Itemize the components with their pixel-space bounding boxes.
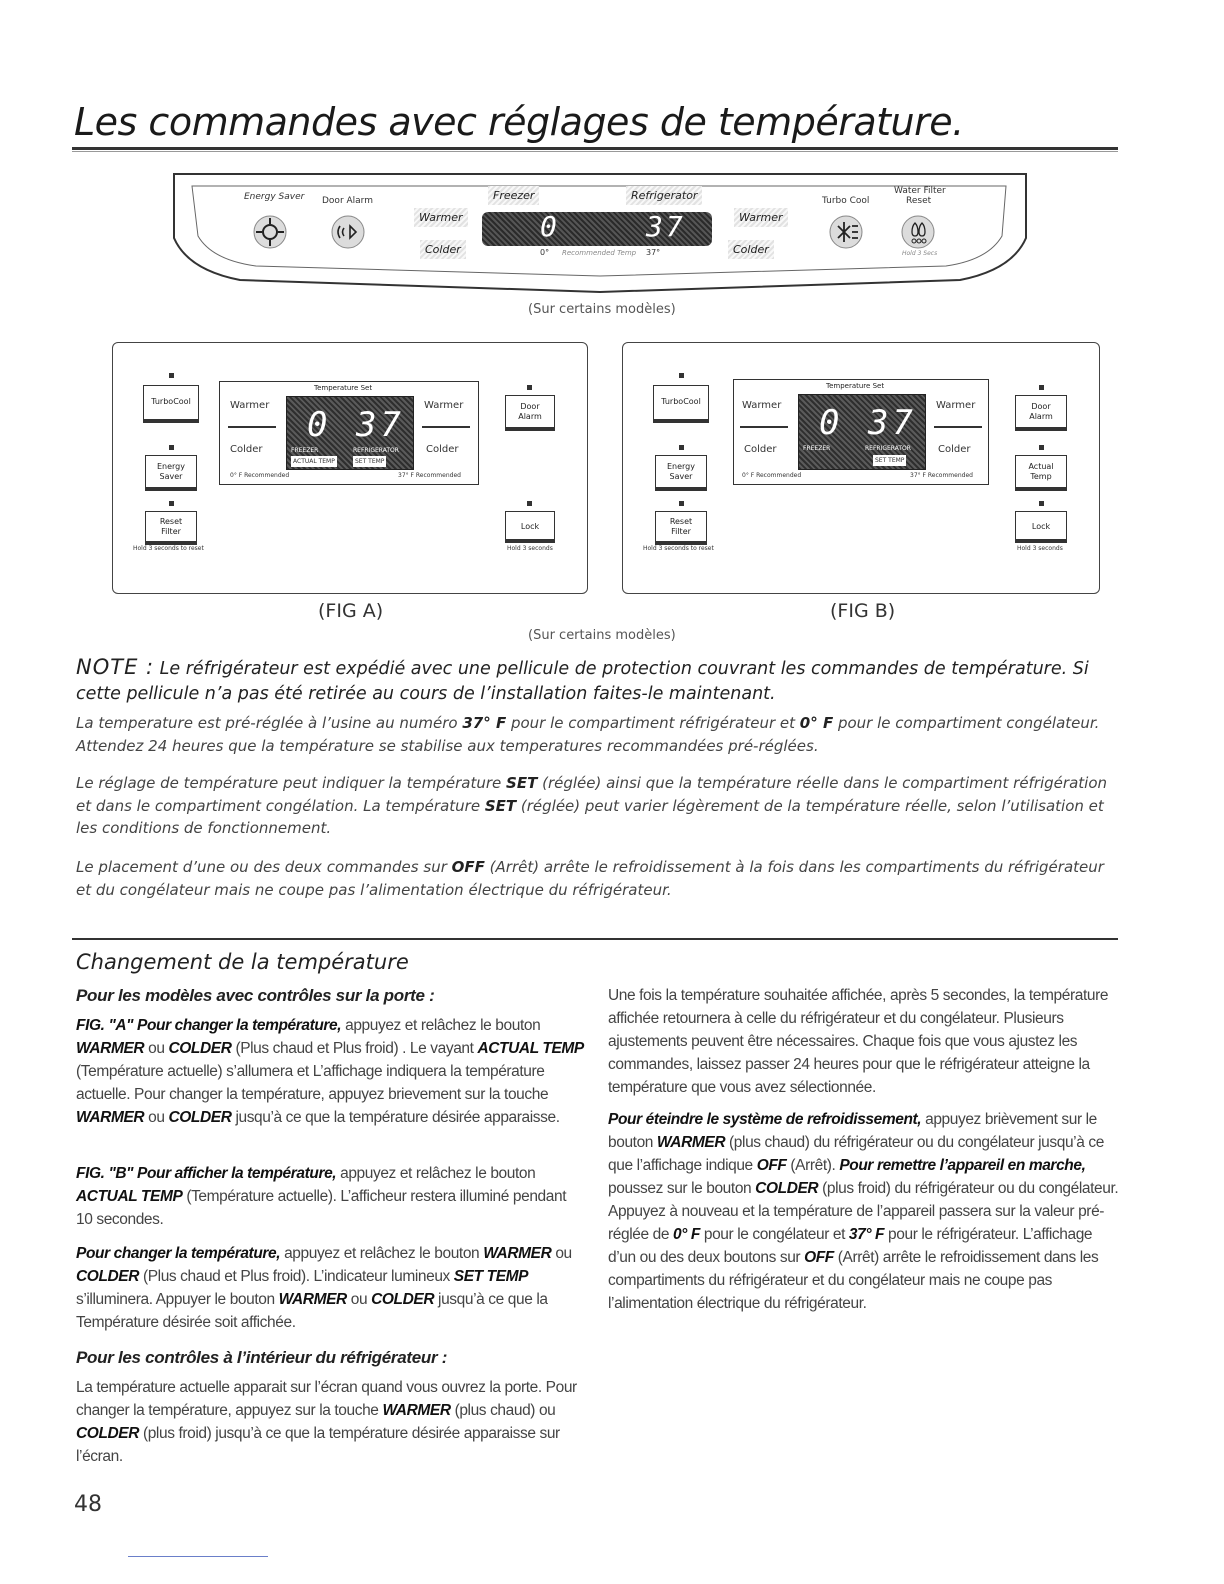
energy-saver-icon[interactable] bbox=[252, 214, 288, 250]
set-temp-tag: SET TEMP bbox=[355, 458, 385, 465]
emphasis: Pour remettre l’appareil en marche, bbox=[839, 1157, 1086, 1174]
indicator-dot bbox=[679, 501, 684, 506]
emphasis: COLDER bbox=[168, 1109, 232, 1126]
energy-saver-label-2: Saver bbox=[669, 472, 693, 481]
hold-label: Hold 3 Secs bbox=[902, 250, 938, 257]
energy-saver-label-1: Energy bbox=[156, 462, 185, 471]
text: (Arrêt) arrête le refroidissement à la fois dans les compartiments du réfrigérateur et du congélateur mais ne coupe pas l’alimentation électrique du réfrigérateur. bbox=[76, 858, 1104, 899]
title-rule-thin bbox=[72, 151, 1118, 152]
turbocool-button[interactable] bbox=[653, 385, 709, 423]
set-temp-tag: SET TEMP bbox=[875, 457, 905, 464]
fig-a-label: (FIG A) bbox=[318, 600, 384, 622]
colder-right-label[interactable]: Colder bbox=[426, 444, 459, 455]
indicator-dot bbox=[169, 373, 174, 378]
emphasis: ACTUAL TEMP bbox=[76, 1188, 183, 1205]
warmer-right-label[interactable]: Warmer bbox=[936, 400, 976, 411]
text: (réglée) peut varier légèrement de la température réelle, selon l’utilisation et les conditions de fonctionnement. bbox=[76, 796, 1104, 837]
indicator-dot bbox=[679, 445, 684, 450]
indicator-dot bbox=[1039, 385, 1044, 390]
emphasis: ACTUAL TEMP bbox=[477, 1040, 584, 1057]
hold-reset-note: Hold 3 seconds to reset bbox=[643, 545, 714, 552]
text: (plus chaud) du réfrigérateur ou du congélateur jusqu’à ce que l’affichage indique bbox=[608, 1134, 1104, 1174]
right-column-paragraph-2 bbox=[608, 1108, 1120, 1315]
text: jusqu’à ce que la température désirée apparaisse. bbox=[231, 1109, 560, 1126]
divider bbox=[934, 426, 982, 428]
emphasis: FIG. "A" Pour changer la température, bbox=[76, 1017, 342, 1034]
text: appuyez et relâchez le bouton bbox=[341, 1017, 541, 1034]
door-alarm-label-1: Door bbox=[520, 402, 540, 411]
actual-temp-label-2: Temp bbox=[1030, 472, 1052, 481]
temperature-set-label: Temperature Set bbox=[314, 384, 373, 392]
refrigerator-tag: REFRIGERATOR bbox=[353, 447, 399, 454]
off-paragraph bbox=[76, 856, 1116, 901]
energy-saver-label-1: Energy bbox=[666, 462, 695, 471]
divider bbox=[228, 426, 276, 428]
door-alarm-label-1: Door bbox=[1031, 402, 1051, 411]
emphasis: COLDER bbox=[755, 1180, 819, 1197]
top-control-panel bbox=[170, 168, 1032, 296]
text: appuyez et relâchez le bouton bbox=[336, 1165, 536, 1182]
text: (Plus chaud et Plus froid) . Le vayant bbox=[231, 1040, 478, 1057]
hold-lock-note: Hold 3 seconds bbox=[1017, 545, 1063, 552]
door-alarm-button[interactable] bbox=[1015, 395, 1067, 431]
freezer-tag: FREEZER bbox=[803, 445, 831, 452]
subheading-door-controls: Pour les modèles avec contrôles sur la porte : bbox=[76, 986, 435, 1005]
text: pour le compartiment réfrigérateur et bbox=[506, 714, 800, 732]
emphasis: SET bbox=[484, 796, 517, 815]
hold-reset-note: Hold 3 seconds to reset bbox=[133, 545, 204, 552]
emphasis: 0° F bbox=[672, 1226, 700, 1243]
water-filter-icon[interactable] bbox=[900, 214, 936, 250]
text: pour le compartiment congélateur. Attendez 24 heures que la température se stabilise aux temperatures recommandées pré-réglées. bbox=[76, 714, 1100, 755]
caption-figs: (Sur certains modèles) bbox=[528, 628, 676, 643]
indicator-dot bbox=[679, 373, 684, 378]
indicator-dot bbox=[1039, 501, 1044, 506]
reset-filter-button[interactable] bbox=[655, 511, 707, 545]
temperature-set-box bbox=[733, 379, 989, 485]
freezer-digits: 0 bbox=[540, 210, 557, 243]
turbo-cool-label: Turbo Cool bbox=[822, 196, 870, 206]
hold-lock-note: Hold 3 seconds bbox=[507, 545, 553, 552]
text: (plus froid) du réfrigérateur ou du congélateur. Appuyez à nouveau et la température de l’appareil passera sur la valeur pré-réglée de bbox=[608, 1180, 1119, 1243]
door-alarm-label-2: Alarm bbox=[518, 412, 542, 421]
door-alarm-icon[interactable] bbox=[330, 214, 366, 250]
fridge-digits: 37 bbox=[646, 210, 686, 243]
divider bbox=[740, 426, 788, 428]
footer-line bbox=[128, 1556, 268, 1557]
colder-left-zone[interactable]: Colder bbox=[420, 240, 466, 259]
lcd-digits: 0 37 bbox=[307, 405, 405, 445]
text: appuyez et relâchez le bouton bbox=[280, 1245, 484, 1262]
fig-b-instructions bbox=[76, 1162, 584, 1231]
text: (réglée) ainsi que la température réelle dans le compartiment réfrigération et dans le compartiment congélation. La température bbox=[76, 774, 1107, 815]
turbo-cool-icon[interactable] bbox=[828, 214, 864, 250]
note-lead: NOTE : bbox=[76, 655, 155, 679]
text: ou bbox=[144, 1040, 169, 1057]
lock-button[interactable] bbox=[1015, 511, 1067, 543]
title-rule bbox=[72, 147, 1118, 150]
emphasis: WARMER bbox=[483, 1245, 552, 1262]
text: Le réglage de température peut indiquer la température bbox=[76, 774, 507, 792]
rec-right-note: 37° F Recommended bbox=[398, 472, 461, 479]
rec-temp-label: Recommended Temp bbox=[562, 249, 637, 257]
lock-button[interactable] bbox=[505, 511, 555, 543]
text: jusqu’à ce que la Température désirée soit affichée. bbox=[76, 1291, 548, 1331]
door-alarm-label-2: Alarm bbox=[1029, 412, 1053, 421]
emphasis: Pour changer la température, bbox=[76, 1245, 281, 1262]
note-paragraph bbox=[76, 655, 1116, 707]
refrigerator-tag: REFRIGERATOR bbox=[865, 445, 911, 452]
emphasis: OFF bbox=[756, 1157, 787, 1174]
door-alarm-button[interactable] bbox=[505, 395, 555, 431]
emphasis: WARMER bbox=[656, 1134, 726, 1151]
emphasis: COLDER bbox=[168, 1040, 232, 1057]
actual-temp-label-1: Actual bbox=[1028, 462, 1054, 471]
change-temperature-instructions bbox=[76, 1242, 584, 1334]
set-temperature-paragraph bbox=[76, 772, 1116, 840]
colder-right-label[interactable]: Colder bbox=[938, 444, 971, 455]
text: (Arrêt). bbox=[786, 1157, 840, 1174]
note-text: Le réfrigérateur est expédié avec une pellicule de protection couvrant les commandes de température. Si cette pellicule n’a pas été retirée au cours de l’installation faites-le maintenant. bbox=[76, 659, 1089, 704]
emphasis: OFF bbox=[451, 858, 485, 876]
subheading-inside-controls: Pour les contrôles à l’intérieur du réfrigérateur : bbox=[76, 1348, 448, 1367]
emphasis: WARMER bbox=[278, 1291, 347, 1308]
section-rule bbox=[72, 938, 1118, 940]
refrigerator-zone: Refrigerator bbox=[626, 186, 702, 205]
fridge-rec-label: 37° bbox=[646, 248, 661, 257]
warmer-left-label[interactable]: Warmer bbox=[230, 400, 270, 411]
text: (Arrêt) arrête le refroidissement dans les compartiments du réfrigérateur et du congélateur mais ne coupe pas l’alimentation électrique du réfrigérateur. bbox=[608, 1249, 1099, 1312]
rec-left-note: 0° F Recommended bbox=[742, 472, 802, 479]
reset-filter-label-1: Reset bbox=[669, 517, 693, 526]
reset-filter-label-1: Reset bbox=[159, 517, 183, 526]
actual-temp-tag: ACTUAL TEMP bbox=[293, 458, 335, 465]
text: pour le réfrigérateur. L’affichage d’un ou des deux boutons sur bbox=[608, 1226, 1093, 1266]
reset-filter-label-2: Filter bbox=[671, 527, 691, 536]
text: (Plus chaud et Plus froid). L’indicateur lumineux bbox=[139, 1268, 454, 1285]
freezer-rec-label: 0° bbox=[540, 248, 550, 257]
indicator-dot bbox=[527, 501, 532, 506]
inside-controls-instructions bbox=[76, 1376, 584, 1468]
colder-left-label[interactable]: Colder bbox=[230, 444, 263, 455]
page-title: Les commandes avec réglages de température. bbox=[74, 100, 964, 144]
energy-saver-button[interactable] bbox=[145, 455, 197, 491]
warmer-right-label[interactable]: Warmer bbox=[424, 400, 464, 411]
fig-b-label: (FIG B) bbox=[830, 600, 896, 622]
text: (plus chaud) ou bbox=[450, 1402, 556, 1419]
emphasis: FIG. "B" Pour afficher la température, bbox=[76, 1165, 337, 1182]
temperature-set-label: Temperature Set bbox=[826, 382, 885, 390]
warmer-left-zone[interactable]: Warmer bbox=[414, 208, 468, 227]
fig-b-panel bbox=[622, 342, 1100, 594]
text: pour le congélateur et bbox=[699, 1226, 849, 1243]
right-column-paragraph-1: Une fois la température souhaitée affichée, après 5 secondes, la température affichée retournera à celle du réfrigérateur et du congélateur. Plusieurs ajustements peuvent être nécessaires. Chaque fois que vous ajustez les commandes, laissez passer 24 heures pour que le réfrigérateur atteigne la température que vous avez sélectionnée. bbox=[608, 987, 1109, 1096]
divider bbox=[422, 426, 470, 428]
energy-saver-label-2: Saver bbox=[159, 472, 183, 481]
emphasis: COLDER bbox=[371, 1291, 435, 1308]
colder-left-label[interactable]: Colder bbox=[744, 444, 777, 455]
rec-left-note: 0° F Recommended bbox=[230, 472, 290, 479]
text: appuyez brièvement sur le bouton bbox=[608, 1111, 1097, 1151]
page-number: 48 bbox=[74, 1492, 102, 1517]
door-alarm-label: Door Alarm bbox=[322, 196, 373, 206]
preset-paragraph bbox=[76, 712, 1116, 757]
text: ou bbox=[551, 1245, 572, 1262]
text: La temperature est pré-réglée à l’usine au numéro bbox=[76, 714, 463, 732]
freezer-zone: Freezer bbox=[488, 186, 539, 205]
emphasis: SET TEMP bbox=[453, 1268, 529, 1285]
emphasis: 37° F bbox=[462, 714, 507, 732]
warmer-right-zone[interactable]: Warmer bbox=[734, 208, 788, 227]
turbocool-button[interactable] bbox=[143, 385, 199, 423]
section-heading: Changement de la température bbox=[76, 950, 409, 974]
reset-filter-button[interactable] bbox=[145, 511, 197, 545]
indicator-dot bbox=[169, 445, 174, 450]
reset-label: Reset bbox=[906, 196, 932, 206]
text: (Température actuelle) s’allumera et L’affichage indiquera la température actuelle. Pour changer la température, appuyez brievement sur la touche bbox=[76, 1063, 549, 1103]
lock-label: Lock bbox=[520, 522, 540, 531]
text: La température actuelle apparait sur l’écran quand vous ouvrez la porte. Pour changer la température, appuyez sur la touche bbox=[76, 1379, 577, 1419]
emphasis: Pour éteindre le système de refroidissement, bbox=[608, 1111, 922, 1128]
text: ou bbox=[346, 1291, 372, 1308]
emphasis: OFF bbox=[804, 1249, 834, 1266]
warmer-left-label[interactable]: Warmer bbox=[742, 400, 782, 411]
reset-filter-label-2: Filter bbox=[161, 527, 181, 536]
text: poussez sur le bouton bbox=[608, 1180, 756, 1197]
fig-a-instructions bbox=[76, 1014, 584, 1129]
lcd-digits: 0 37 bbox=[819, 403, 917, 443]
water-filter-label: Water Filter bbox=[894, 186, 946, 196]
text: (plus froid) jusqu’à ce que la température désirée apparaisse sur l’écran. bbox=[76, 1425, 560, 1465]
energy-saver-button[interactable] bbox=[655, 455, 707, 491]
emphasis: 37° F bbox=[848, 1226, 885, 1243]
emphasis: WARMER bbox=[76, 1040, 145, 1057]
turbocool-label: TurboCool bbox=[151, 397, 191, 406]
top-lcd-display bbox=[482, 212, 712, 246]
text: ou bbox=[144, 1109, 169, 1126]
emphasis: WARMER bbox=[382, 1402, 451, 1419]
actual-temp-button[interactable] bbox=[1015, 455, 1067, 491]
indicator-dot bbox=[1039, 445, 1044, 450]
indicator-dot bbox=[169, 501, 174, 506]
freezer-tag: FREEZER bbox=[291, 447, 319, 454]
temperature-set-box bbox=[219, 381, 479, 485]
emphasis: COLDER bbox=[76, 1425, 140, 1442]
lcd-display bbox=[798, 394, 926, 470]
text: (Température actuelle). L’afficheur restera illuminé pendant 10 secondes. bbox=[76, 1188, 567, 1228]
text: s’illuminera. Appuyer le bouton bbox=[76, 1291, 279, 1308]
colder-right-zone[interactable]: Colder bbox=[728, 240, 774, 259]
caption-top: (Sur certains modèles) bbox=[528, 302, 676, 317]
emphasis: WARMER bbox=[76, 1109, 145, 1126]
turbocool-label: TurboCool bbox=[661, 397, 701, 406]
indicator-dot bbox=[527, 385, 532, 390]
emphasis: 0° F bbox=[799, 714, 834, 732]
lock-label: Lock bbox=[1031, 522, 1051, 531]
fig-a-panel bbox=[112, 342, 588, 594]
rec-right-note: 37° F Recommended bbox=[910, 472, 973, 479]
emphasis: SET bbox=[506, 774, 538, 792]
lcd-display bbox=[286, 396, 414, 470]
emphasis: COLDER bbox=[76, 1268, 140, 1285]
text: Le placement d’une ou des deux commandes sur bbox=[76, 858, 452, 876]
energy-saver-label: Energy Saver bbox=[244, 192, 305, 202]
